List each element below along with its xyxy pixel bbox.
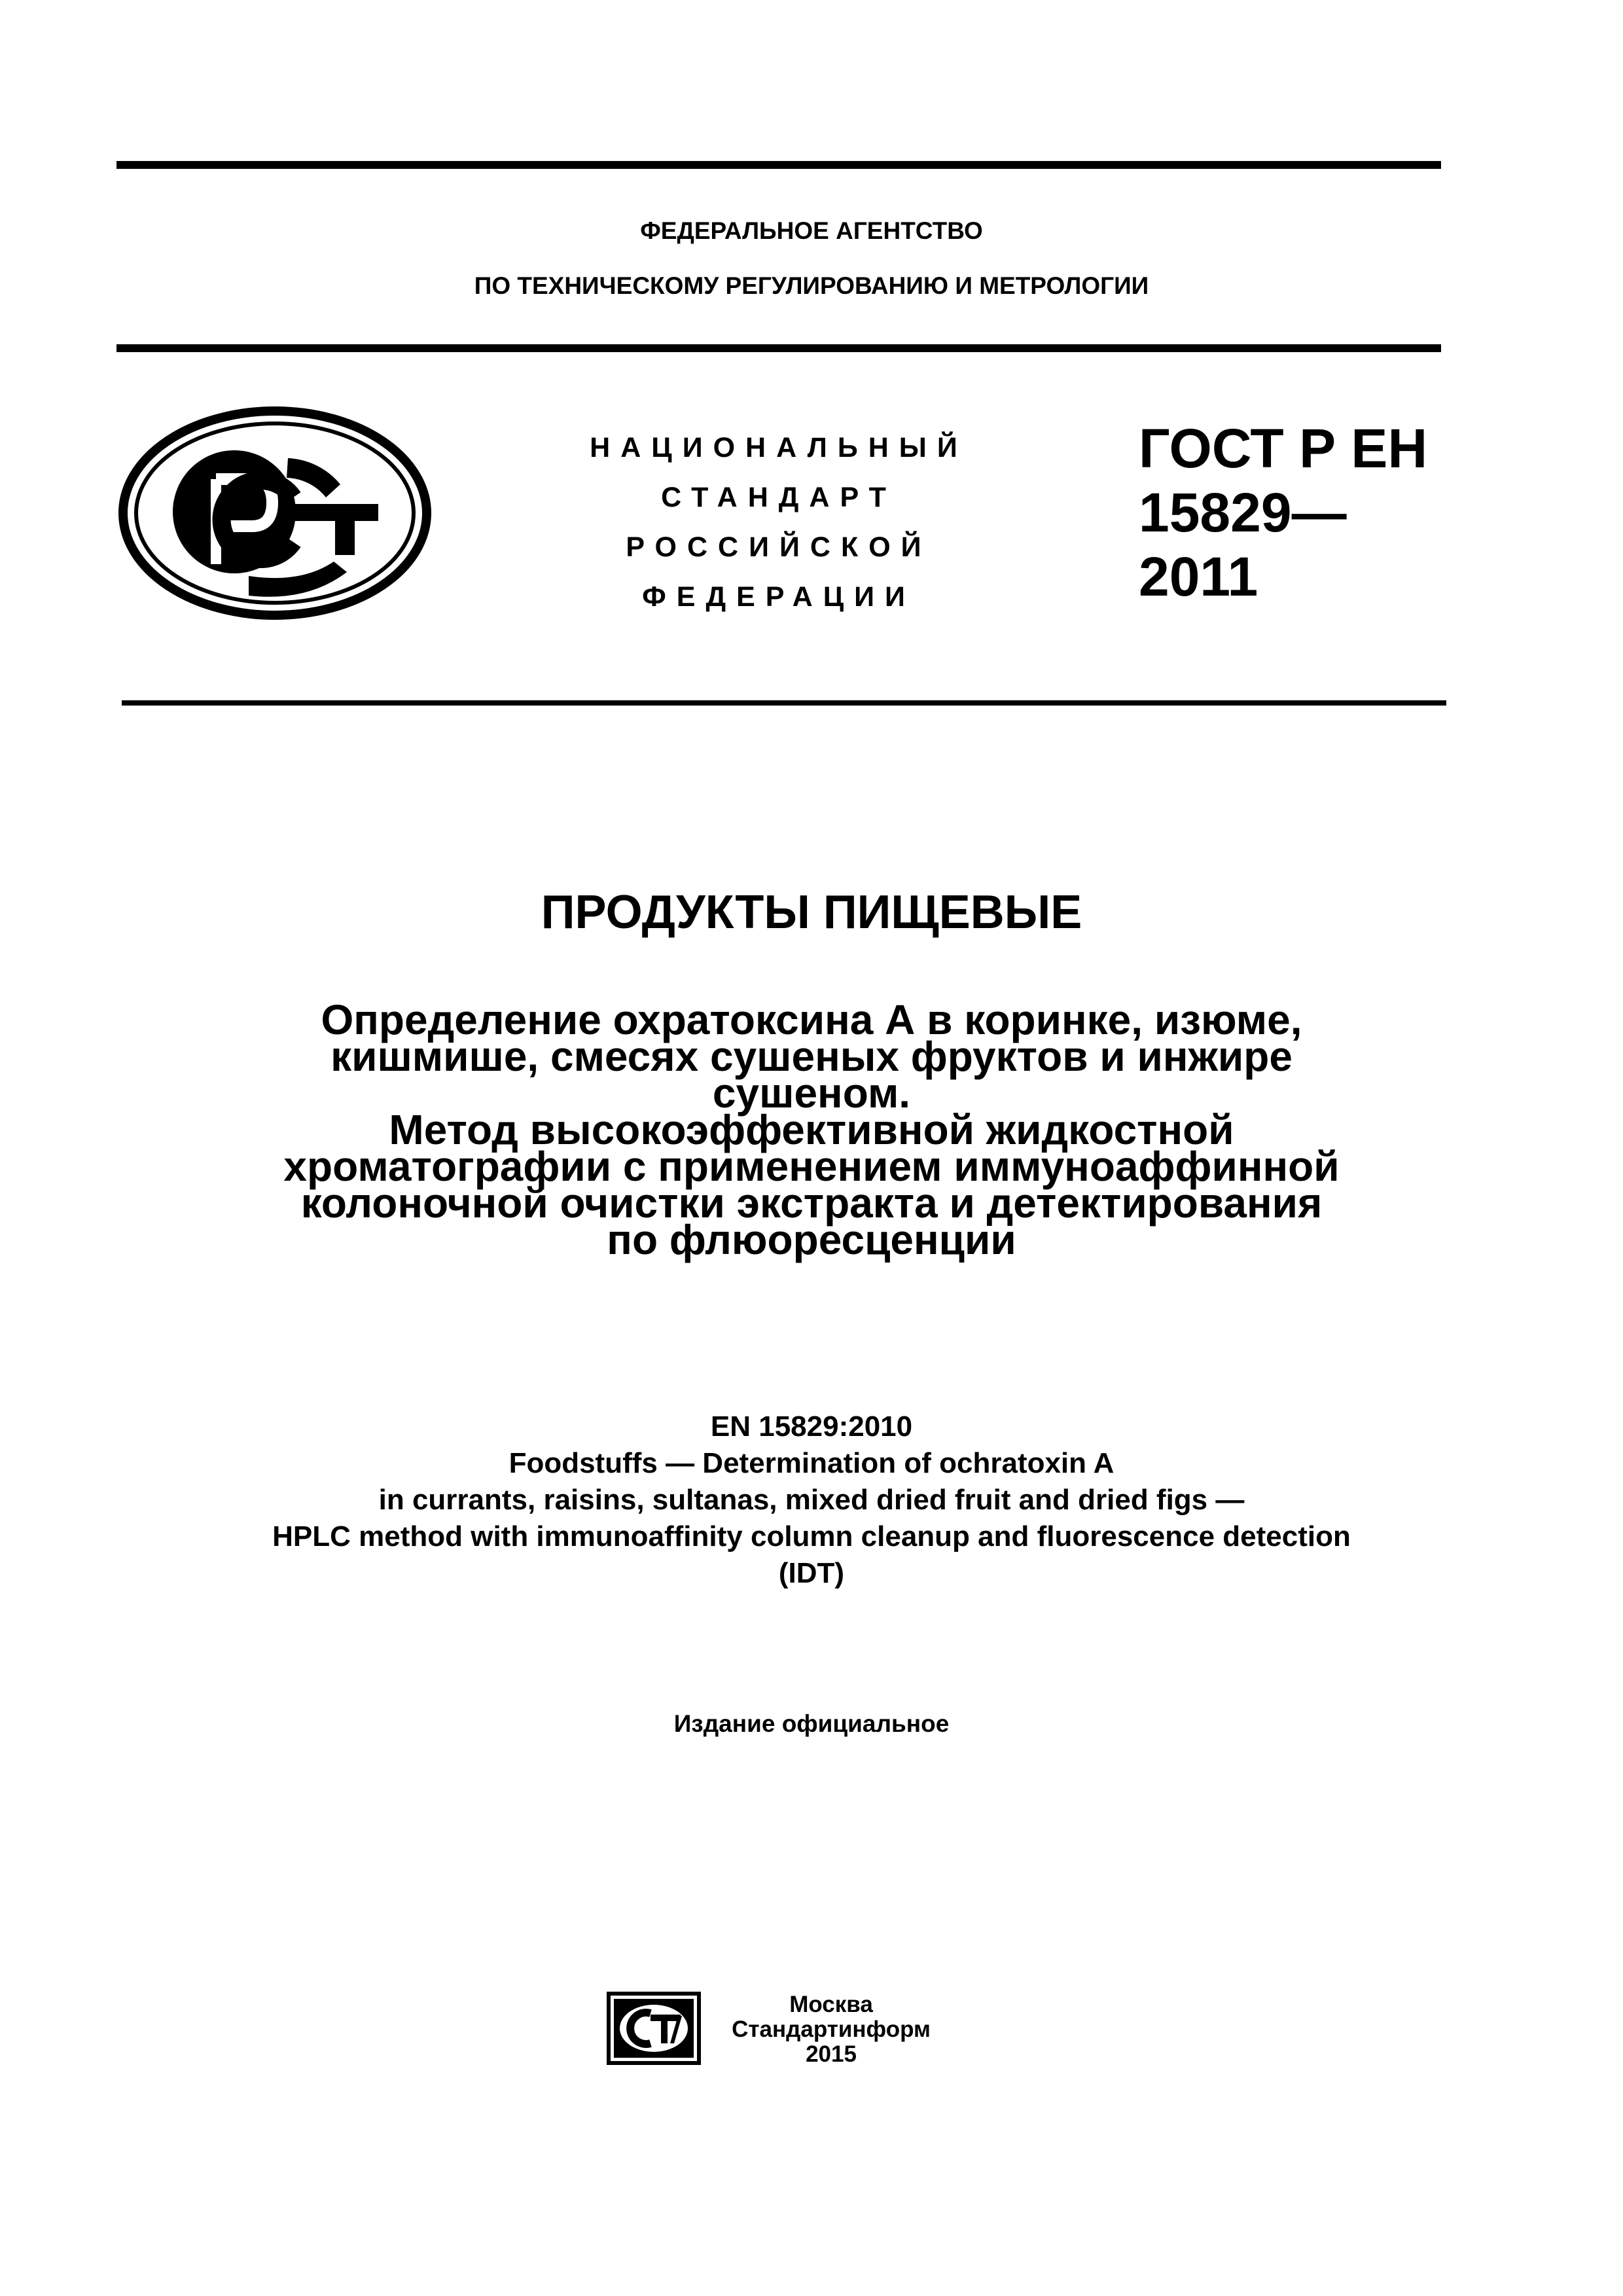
subtitle-line: Метод высокоэффективной жидкостной xyxy=(389,1106,1234,1153)
national-standard-line: РОССИЙСКОЙ xyxy=(626,531,932,563)
header-rule xyxy=(116,344,1441,352)
national-standard-label xyxy=(550,423,1008,622)
national-standard-line: СТАНДАРТ xyxy=(661,482,897,513)
publisher-info xyxy=(720,1992,942,2067)
en-reference-line: Foodstuffs — Determination of ochratoxin A xyxy=(508,1447,1115,1479)
publisher-logo xyxy=(605,1990,703,2067)
document-subtitle xyxy=(0,996,1623,1263)
national-standard-line: НАЦИОНАЛЬНЫЙ xyxy=(590,432,968,463)
standard-designation xyxy=(1139,416,1453,609)
agency-name-line2: ПО ТЕХНИЧЕСКОМУ РЕГУЛИРОВАНИЮ И МЕТРОЛОГИИ xyxy=(474,272,1149,299)
en-reference-line: HPLC method with immunoaffinity column cleanup and fluorescence detection xyxy=(272,1520,1351,1552)
agency-name-line1: ФЕДЕРАЛЬНОЕ АГЕНТСТВО xyxy=(640,217,983,244)
en-reference-line: in currants, raisins, sultanas, mixed dried fruit and dried figs — xyxy=(378,1484,1245,1516)
designation-line3: 2011 xyxy=(1139,546,1258,607)
publisher-city: Москва xyxy=(789,1992,873,2017)
designation-line1: ГОСТ Р ЕН xyxy=(1139,418,1428,479)
designation-line2: 15829— xyxy=(1139,482,1347,543)
national-standard-line: ФЕДЕРАЦИИ xyxy=(642,581,916,613)
page-title: ПРОДУКТЫ ПИЩЕВЫЕ xyxy=(541,886,1082,939)
standard-rule xyxy=(122,700,1446,706)
subtitle-line: колоночной очистки экстракта и детектирования xyxy=(300,1179,1323,1227)
subtitle-line: Определение охратоксина А в коринке, изюме, xyxy=(321,996,1302,1043)
en-reference-line: EN 15829:2010 xyxy=(710,1410,913,1443)
subtitle-line: кишмише, смесях сушеных фруктов и инжире xyxy=(330,1033,1293,1080)
subtitle-line: по флюоресценции xyxy=(607,1216,1016,1263)
publisher-year: 2015 xyxy=(806,2041,857,2067)
subtitle-line: сушеном. xyxy=(712,1069,911,1117)
subtitle-line: хроматографии с применением иммуноаффинной xyxy=(283,1143,1340,1190)
top-rule xyxy=(116,161,1441,169)
gost-r-logo xyxy=(118,406,432,620)
en-reference xyxy=(0,1408,1623,1592)
publisher-name: Стандартинформ xyxy=(732,2017,931,2042)
en-reference-line: (IDT) xyxy=(778,1557,845,1589)
edition-label: Издание официальное xyxy=(673,1710,950,1737)
